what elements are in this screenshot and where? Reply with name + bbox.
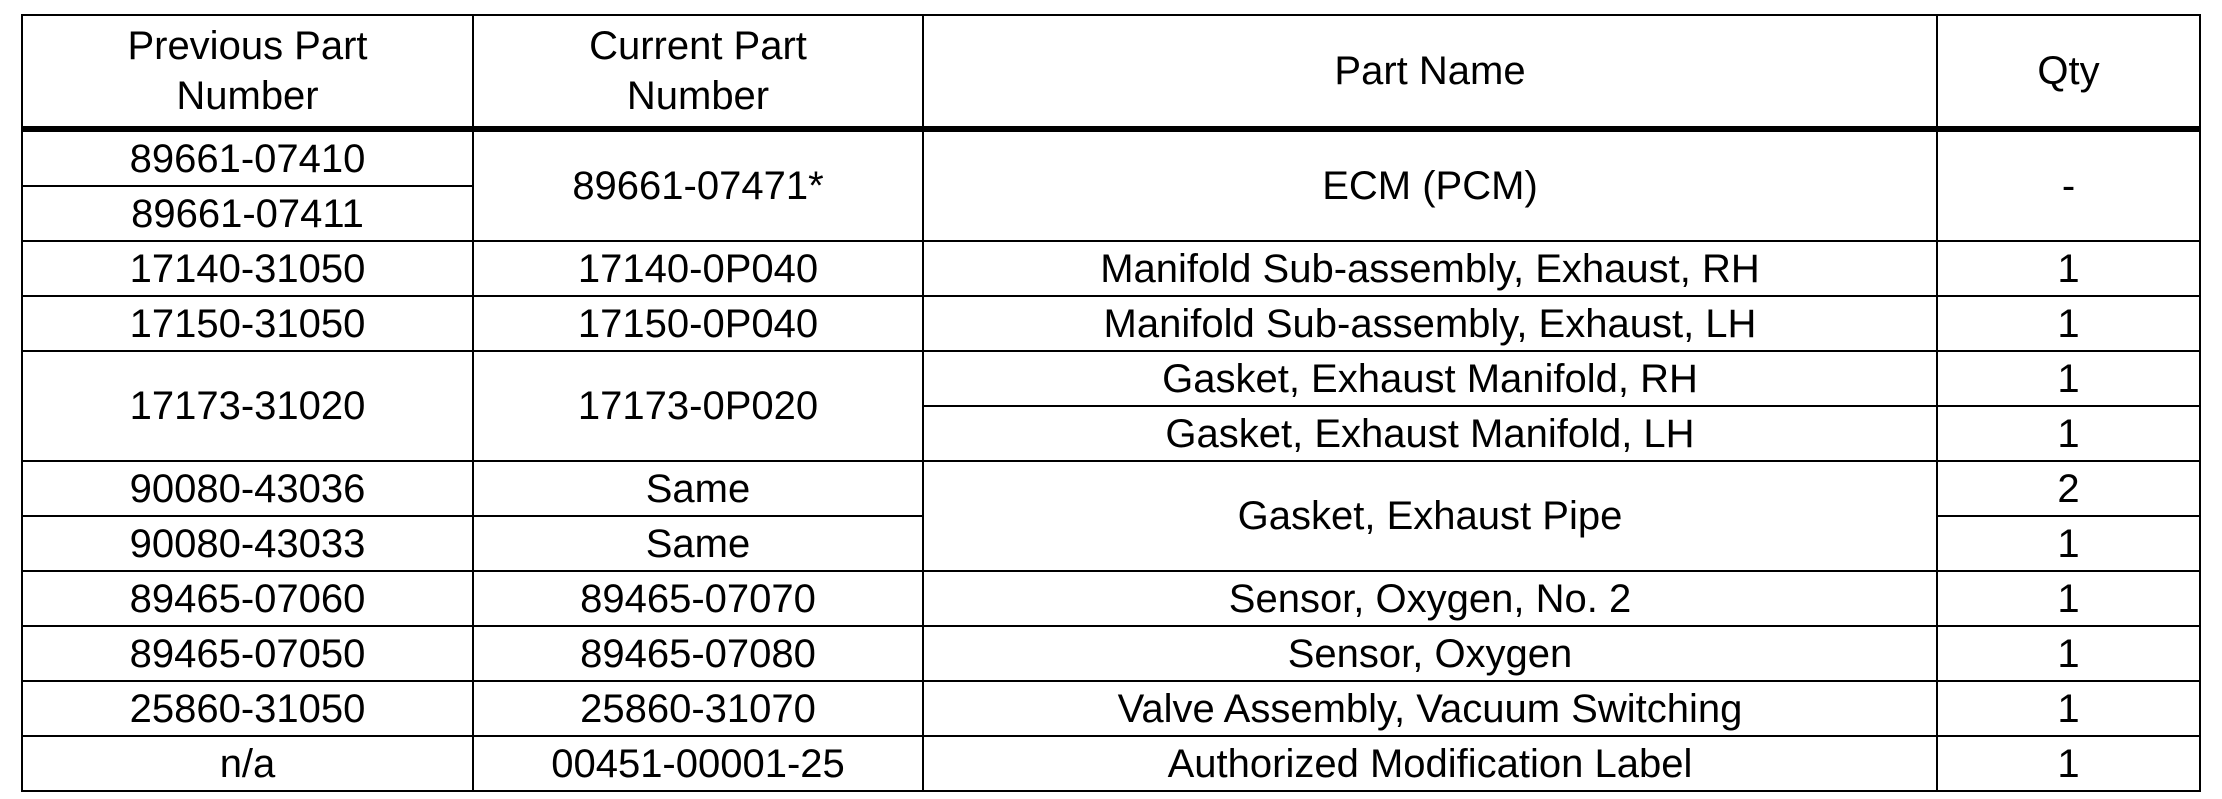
cell-current-part: 00451-00001-25 (473, 736, 923, 791)
cell-part-name: Sensor, Oxygen, No. 2 (923, 571, 1937, 626)
cell-previous-part: 89661-07410 (22, 129, 473, 186)
cell-current-part: 25860-31070 (473, 681, 923, 736)
table-header (22, 15, 2200, 129)
cell-qty: 2 (1937, 461, 2200, 516)
cell-qty: 1 (1937, 406, 2200, 461)
cell-current-part: 89465-07070 (473, 571, 923, 626)
cell-part-name: Manifold Sub-assembly, Exhaust, RH (923, 241, 1937, 296)
cell-qty: 1 (1937, 681, 2200, 736)
cell-qty: 1 (1937, 296, 2200, 351)
cell-previous-part: n/a (22, 736, 473, 791)
cell-qty: 1 (1937, 571, 2200, 626)
table-row (22, 129, 2200, 186)
cell-qty: - (1937, 129, 2200, 241)
parts-table (21, 14, 2201, 792)
cell-qty: 1 (1937, 241, 2200, 296)
cell-current-part: Same (473, 516, 923, 571)
cell-current-part: 89465-07080 (473, 626, 923, 681)
table-body (22, 129, 2200, 791)
cell-part-name: Gasket, Exhaust Manifold, RH (923, 351, 1937, 406)
cell-previous-part: 17173-31020 (22, 351, 473, 461)
header-previous-label: Previous Part Number (127, 24, 368, 118)
cell-current-part: 17140-0P040 (473, 241, 923, 296)
cell-current-part: 17173-0P020 (473, 351, 923, 461)
cell-previous-part: 90080-43033 (22, 516, 473, 571)
table-row (22, 351, 2200, 406)
header-previous-part-number (22, 15, 473, 129)
cell-part-name: Gasket, Exhaust Manifold, LH (923, 406, 1937, 461)
table-row (22, 571, 2200, 626)
table-row (22, 461, 2200, 516)
table-row (22, 736, 2200, 791)
cell-qty: 1 (1937, 736, 2200, 791)
cell-previous-part: 17140-31050 (22, 241, 473, 296)
table-row (22, 681, 2200, 736)
cell-previous-part: 89465-07050 (22, 626, 473, 681)
header-current-part-number (473, 15, 923, 129)
cell-part-name: Sensor, Oxygen (923, 626, 1937, 681)
cell-current-part: 89661-07471* (473, 129, 923, 241)
cell-part-name: Authorized Modification Label (923, 736, 1937, 791)
cell-previous-part: 90080-43036 (22, 461, 473, 516)
cell-qty: 1 (1937, 351, 2200, 406)
cell-previous-part: 17150-31050 (22, 296, 473, 351)
table-row (22, 626, 2200, 681)
cell-current-part: 17150-0P040 (473, 296, 923, 351)
cell-part-name: ECM (PCM) (923, 129, 1937, 241)
header-current-label: Current Part Number (589, 24, 807, 118)
header-part-name: Part Name (923, 15, 1937, 129)
cell-current-part: Same (473, 461, 923, 516)
header-qty: Qty (1937, 15, 2200, 129)
cell-part-name: Manifold Sub-assembly, Exhaust, LH (923, 296, 1937, 351)
cell-previous-part: 25860-31050 (22, 681, 473, 736)
table-row (22, 241, 2200, 296)
cell-part-name: Valve Assembly, Vacuum Switching (923, 681, 1937, 736)
cell-previous-part: 89465-07060 (22, 571, 473, 626)
cell-previous-part: 89661-07411 (22, 186, 473, 241)
cell-part-name: Gasket, Exhaust Pipe (923, 461, 1937, 571)
header-row (22, 15, 2200, 129)
table-row (22, 296, 2200, 351)
cell-qty: 1 (1937, 626, 2200, 681)
cell-qty: 1 (1937, 516, 2200, 571)
